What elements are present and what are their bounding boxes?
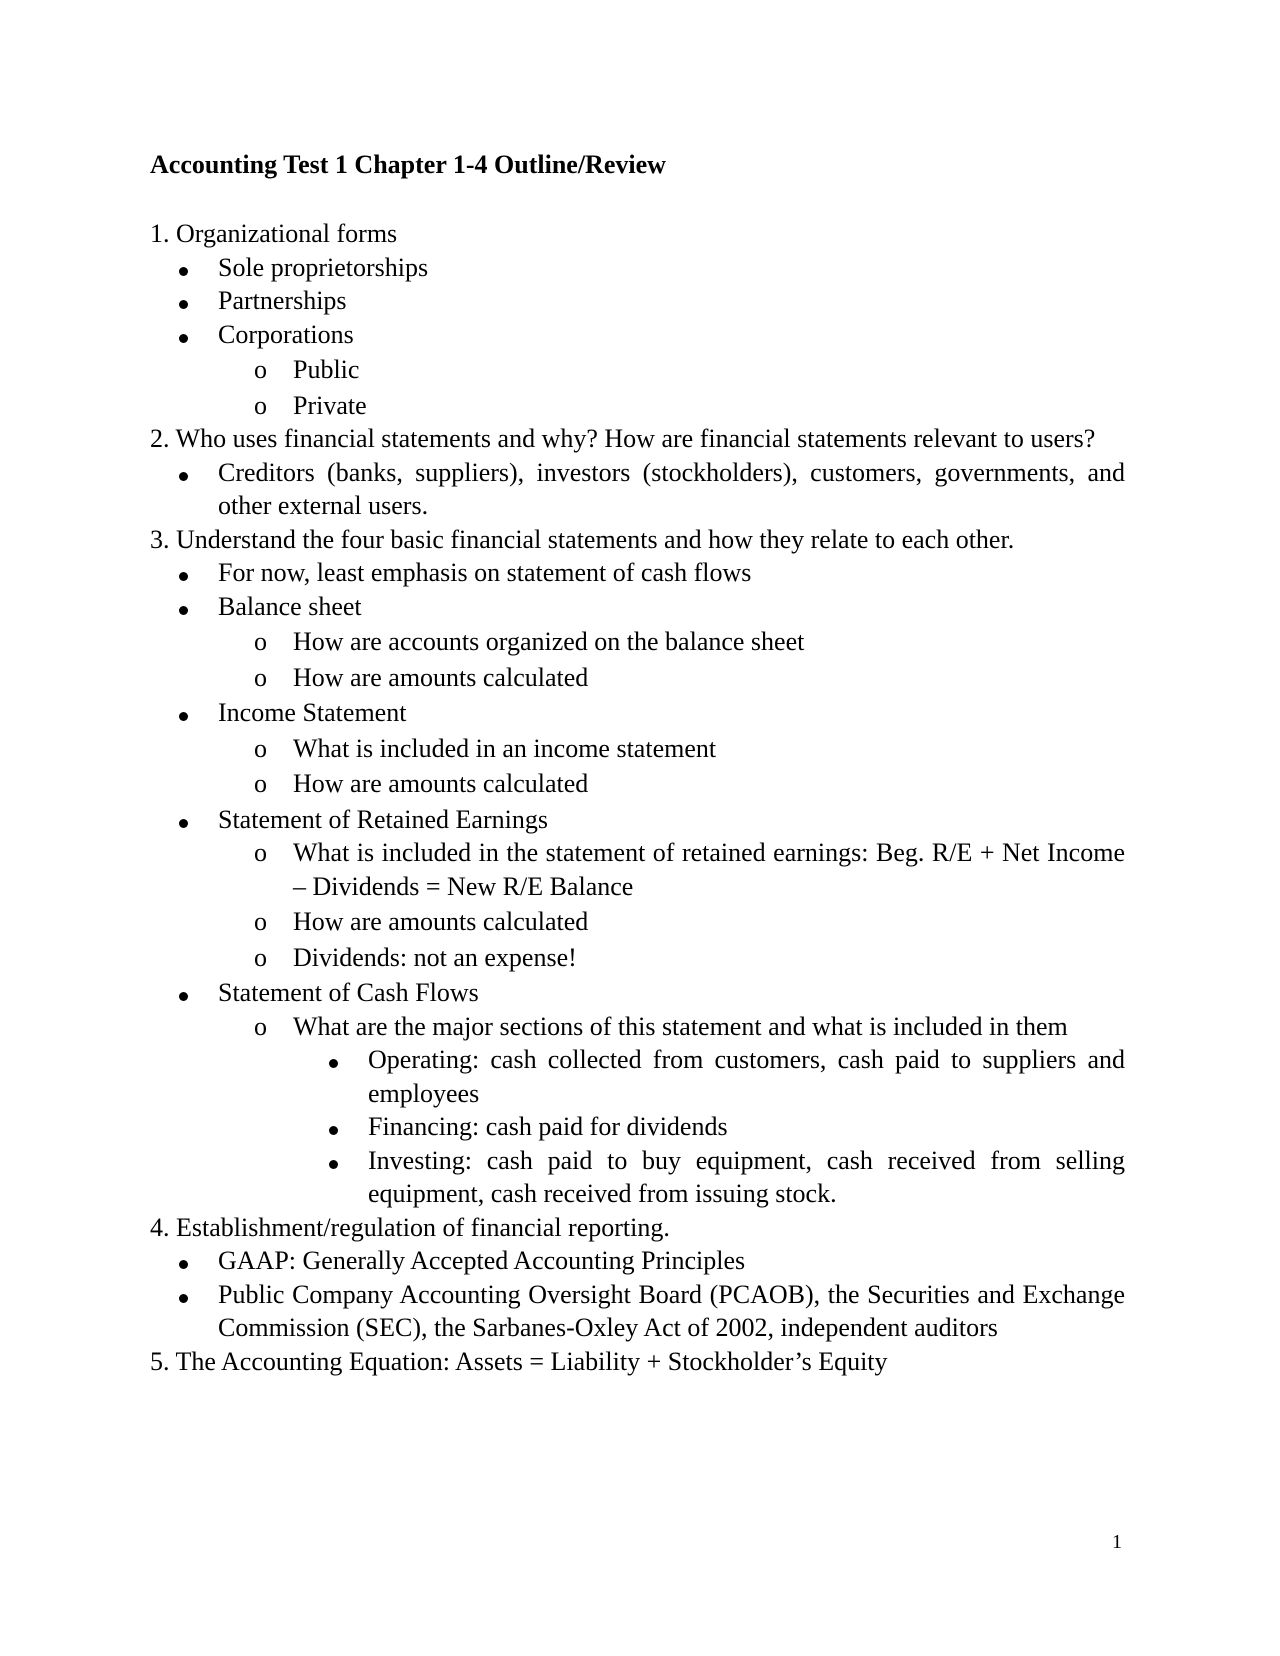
sub-list-item: o What are the major sections of this statement and what is included in them [150, 1010, 1125, 1044]
bullet-icon [179, 590, 188, 624]
list-item: Creditors (banks, suppliers), investors (stockholders), customers, governments, and other external users. [150, 456, 1125, 523]
sub-list-item: o How are amounts calculated [150, 905, 1125, 939]
circle-bullet-icon: o [254, 627, 267, 656]
list-item: Statement of Cash Flows [150, 976, 1125, 1010]
list-item: Statement of Retained Earnings [150, 803, 1125, 837]
circle-bullet-icon: o [254, 390, 267, 420]
document-title: Accounting Test 1 Chapter 1-4 Outline/Review [150, 150, 666, 179]
circle-bullet-icon: o [254, 355, 267, 384]
bullet-icon [329, 1144, 338, 1178]
sub-list-item: o How are accounts organized on the balance sheet [150, 625, 1125, 659]
sub-list-item: o What is included in the statement of retained earnings: Beg. R/E + Net Income – Dividends = New R/E Balance [254, 838, 1125, 901]
sub-list-item: o How are amounts calculated [150, 661, 1125, 695]
section-heading-1: 1. Organizational forms [150, 219, 398, 248]
circle-bullet-icon: o [254, 838, 267, 867]
bullet-icon [329, 1043, 338, 1077]
circle-bullet-icon: o [254, 942, 267, 972]
list-item: Balance sheet [150, 590, 1125, 624]
list-item: For now, least emphasis on statement of cash flows [150, 556, 1125, 590]
sub-list-item: o Dividends: not an expense! [150, 941, 1125, 975]
list-item: Public Company Accounting Oversight Board (PCAOB), the Securities and Exchange Commission (SEC), the Sarbanes-Oxley Act of 2002, independent auditors [150, 1278, 1125, 1345]
circle-bullet-icon: o [254, 769, 267, 798]
sub-sub-list-item: Investing: cash paid to buy equipment, cash received from selling equipment, cash received from issuing stock. [150, 1144, 1125, 1211]
bullet-icon [179, 318, 188, 352]
circle-bullet-icon: o [254, 907, 267, 936]
section-heading-4: 4. Establishment/regulation of financial reporting. [150, 1212, 670, 1242]
list-item: Income Statement [150, 696, 1125, 730]
section-heading-5: 5. The Accounting Equation: Assets = Liability + Stockholder’s Equity [150, 1346, 888, 1376]
bullet-icon [179, 803, 188, 837]
bullet-icon [179, 976, 188, 1010]
page-number: 1 [1112, 1531, 1122, 1553]
sub-sub-list-item: Operating: cash collected from customers, cash paid to suppliers and employees [150, 1043, 1125, 1110]
circle-bullet-icon: o [254, 1011, 267, 1041]
bullet-icon [179, 251, 188, 285]
circle-bullet-icon: o [254, 733, 267, 763]
section-heading-3: 3. Understand the four basic financial statements and how they relate to each other. [150, 524, 1015, 554]
bullet-icon [329, 1110, 338, 1144]
bullet-icon [179, 556, 188, 590]
circle-bullet-icon: o [254, 662, 267, 692]
bullet-icon [179, 284, 188, 318]
outline [150, 217, 1125, 1378]
sub-list-item: o Private [150, 389, 1125, 423]
section-heading-2: 2. Who uses financial statements and why? How are financial statements relevant to users? [150, 424, 1096, 453]
list-item: Partnerships [150, 284, 1125, 318]
list-item: Corporations [150, 318, 1125, 352]
bullet-icon [179, 1278, 188, 1312]
bullet-icon [179, 1244, 188, 1278]
sub-sub-list-item: Financing: cash paid for dividends [150, 1110, 1125, 1144]
sub-list-item: o Public [150, 353, 1125, 387]
bullet-icon [179, 456, 188, 490]
sub-list-item: o How are amounts calculated [150, 767, 1125, 801]
list-item: GAAP: Generally Accepted Accounting Principles [150, 1244, 1125, 1278]
bullet-icon [179, 696, 188, 730]
sub-list-item: o What is included in an income statement [150, 732, 1125, 766]
list-item: Sole proprietorships [150, 251, 1125, 285]
